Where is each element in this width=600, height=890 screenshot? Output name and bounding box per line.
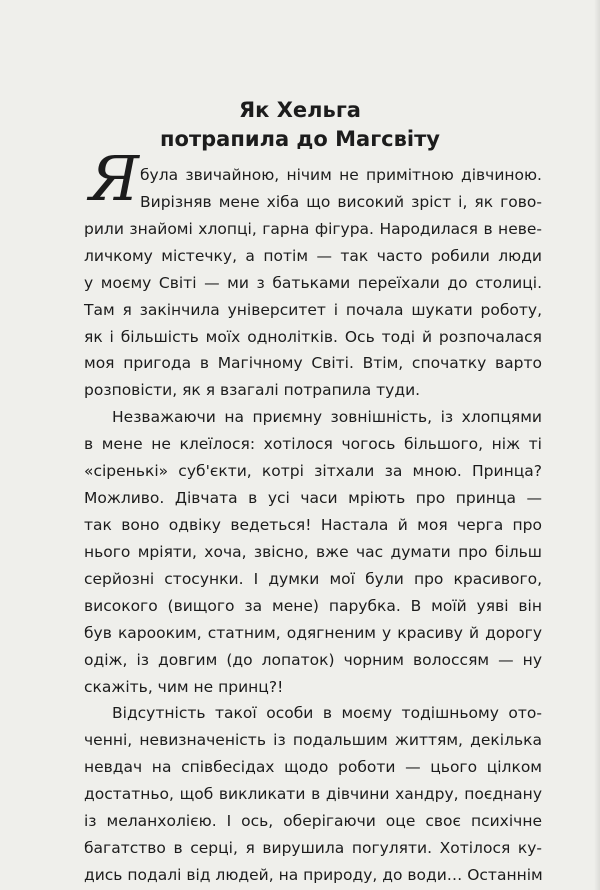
text-line: в мене не клеїлося: хотілося чогось більшого, ніж ті	[84, 435, 542, 454]
text-line: личкому містечку, а потім — так часто робили люди	[84, 246, 542, 265]
text-line: розповісти, як я взагалі потрапила туди.	[84, 381, 421, 400]
text-line: «сіренькі» суб'єкти, котрі зітхали за мною. Принца?	[84, 462, 542, 481]
text-line: була звичайною, нічим не примітною дівчиною.	[140, 166, 542, 184]
text-line: Незважаючи на приємну зовнішність, із хлопцями	[112, 408, 542, 427]
text-line: як і більшість моїх однолітків. Ось тоді й розпочалася	[84, 327, 542, 346]
chapter-title-line-2: потрапила до Магсвіту	[160, 127, 440, 151]
text-line: ченні, невизначеність із подальшим життям, декілька	[84, 731, 542, 750]
text-line: серйозні стосунки. І думки мої були про красивого,	[84, 569, 542, 588]
text-line: Відсутність такої особи в моєму тодішньому ото-	[112, 704, 542, 723]
text-line: був карооким, статним, одягненим у красиву й дорогу	[84, 623, 542, 642]
text-line: моя пригода в Магічному Світі. Втім, спочатку варто	[84, 354, 542, 373]
text-line: одіж, із довгим (до лопаток) чорним волоссям — ну	[84, 650, 542, 669]
text-line: невдач на співбесідах щодо роботи — цього цілком	[84, 758, 542, 777]
text-line: високого (вищого за мене) парубка. В моїй уяві він	[84, 596, 542, 615]
drop-cap-letter: Я	[89, 142, 140, 215]
text-line: нього мріяти, хоча, звісно, вже час думати про більш	[84, 542, 542, 561]
text-line: багатство в серці, я вирушила погуляти. Хотілося ку-	[84, 839, 542, 858]
text-line: рили знайомі хлопці, гарна фігура. Народилася в неве-	[84, 219, 542, 238]
text-line: Там я закінчила університет і почала шукати роботу,	[84, 300, 542, 319]
text-line: із меланхолією. І ось, оберігаючи оце своє психічне	[84, 812, 542, 831]
text-line: Можливо. Дівчата в усі часи мріють про принца —	[84, 489, 542, 508]
text-line: так воно одвіку ведеться! Настала й моя черга про	[84, 516, 542, 534]
text-line: достатньо, щоб викликати в дівчини хандру, поєднану	[84, 785, 542, 804]
chapter-title-line-1: Як Хельга	[239, 98, 361, 122]
text-line: у моєму Світі — ми з батьками переїхали до столиці.	[84, 273, 542, 292]
text-line: Вирізняв мене хіба що високий зріст і, як гово-	[140, 192, 542, 211]
text-line: дись подалі від людей, на природу, до води… Останнім	[84, 866, 543, 884]
text-line: скажіть, чим не принц?!	[84, 677, 284, 696]
